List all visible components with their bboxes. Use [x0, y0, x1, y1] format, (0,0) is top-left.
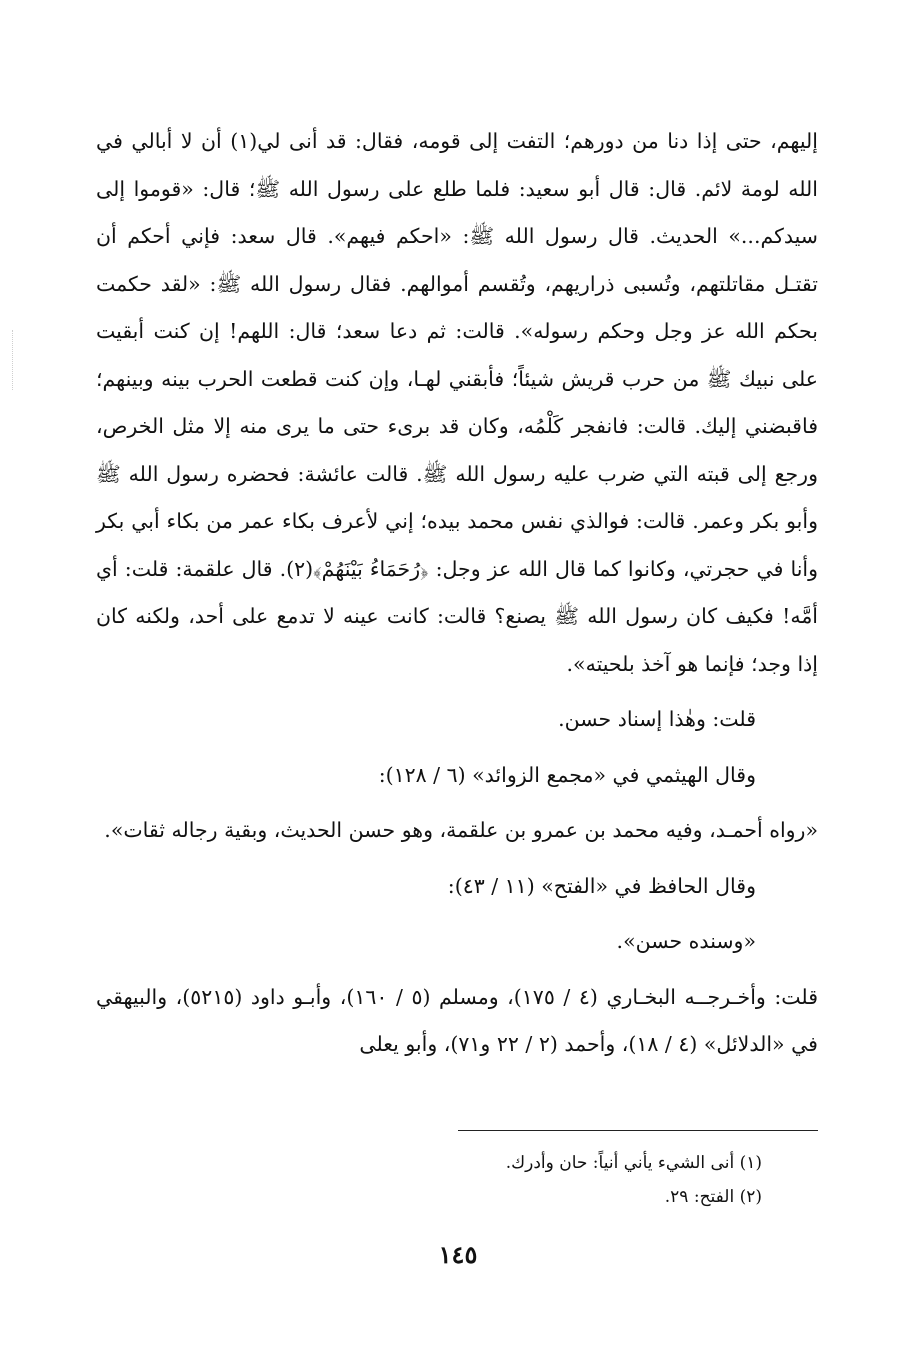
haythami-quote: «رواه أحمـد، وفيه محمد بن عمرو بن علقمة، وهو حسن الحديث، وبقية رجاله ثقات». — [104, 818, 818, 842]
haythami-citation: وقال الهيثمي في «مجمع الزوائد» (٦ / ١٢٨): — [378, 762, 756, 787]
margin-mark — [12, 330, 15, 390]
footnote-2: (٢) الفتح: ٢٩. — [664, 1187, 762, 1207]
footnote-separator — [458, 1130, 818, 1131]
page-number: ١٤٥ — [438, 1240, 478, 1269]
author-comment: قلت: وهٰذا إسناد حسن. — [558, 707, 756, 731]
footnotes — [162, 1146, 762, 1214]
hafiz-quote: «وسنده حسن». — [616, 929, 756, 953]
hadith-paragraph: إليهم، حتى إذا دنا من دورهم؛ التفت إلى قومه، فقال: قد أنى لي(١) أن لا أبالي في الله لومة لائم. قال: قال أبو سعيد: فلما طلع على رسول الله ﷺ؛ قال: «قوموا إلى سيدكم...» الحديث. قال رسول الله ﷺ: «احكم فيهم». قال سعد: فإني أحكم أن تقتـل مقاتلتهم، وتُسبى ذراريهم، وتُقسم أموالهم. فقال رسول الله ﷺ: «لقد حكمت بحكم الله عز وجل وحكم رسوله». قالت: ثم دعا سعد؛ قال: اللهم! إن كنت أبقيت على نبيك ﷺ من حرب قريش شيئاً؛ فأبقني لهـا، وإن كنت قطعت الحرب بينه وبينهم؛ فاقبضني إليك. قالت: فانفجر كَلْمُه، وكان قد برىء حتى ما يرى منه إلا مثل الخرص، ورجع إلى قبته التي ضرب عليه رسول الله ﷺ. قالت عائشة: فحضره رسول الله ﷺ وأبو بكر وعمر. قالت: فوالذي نفس محمد بيده؛ إني لأعرف بكاء عمر من بكاء أبي بكر وأنا في حجرتي، وكانوا كما قال الله عز وجل: ﴿رُحَمَاءُ بَيْنَهُمْ﴾(٢). قال علقمة: قلت: أي أمَّه! فكيف كان رسول الله ﷺ يصنع؟ قالت: كانت عينه لا تدمع على أحد، ولكنه كان إذا وجد؛ فإنما هو آخذ بلحيته». — [96, 129, 818, 676]
main-text — [96, 118, 818, 1069]
hafiz-citation: وقال الحافظ في «الفتح» (١١ / ٤٣): — [447, 873, 756, 898]
footnote-1: (١) أنى الشيء يأني أنياً: حان وأدرك. — [505, 1153, 762, 1173]
takhrij-paragraph: قلت: وأخـرجــه البخـاري (٤ / ١٧٥)، ومسلم (٥ / ١٦٠)، وأبـو داود (٥٢١٥)، والبيهقي في «الدلائل» (٤ / ١٨)، وأحمد (٢ / ٢٢ و٧١)، وأبو يعلى — [96, 984, 818, 1056]
